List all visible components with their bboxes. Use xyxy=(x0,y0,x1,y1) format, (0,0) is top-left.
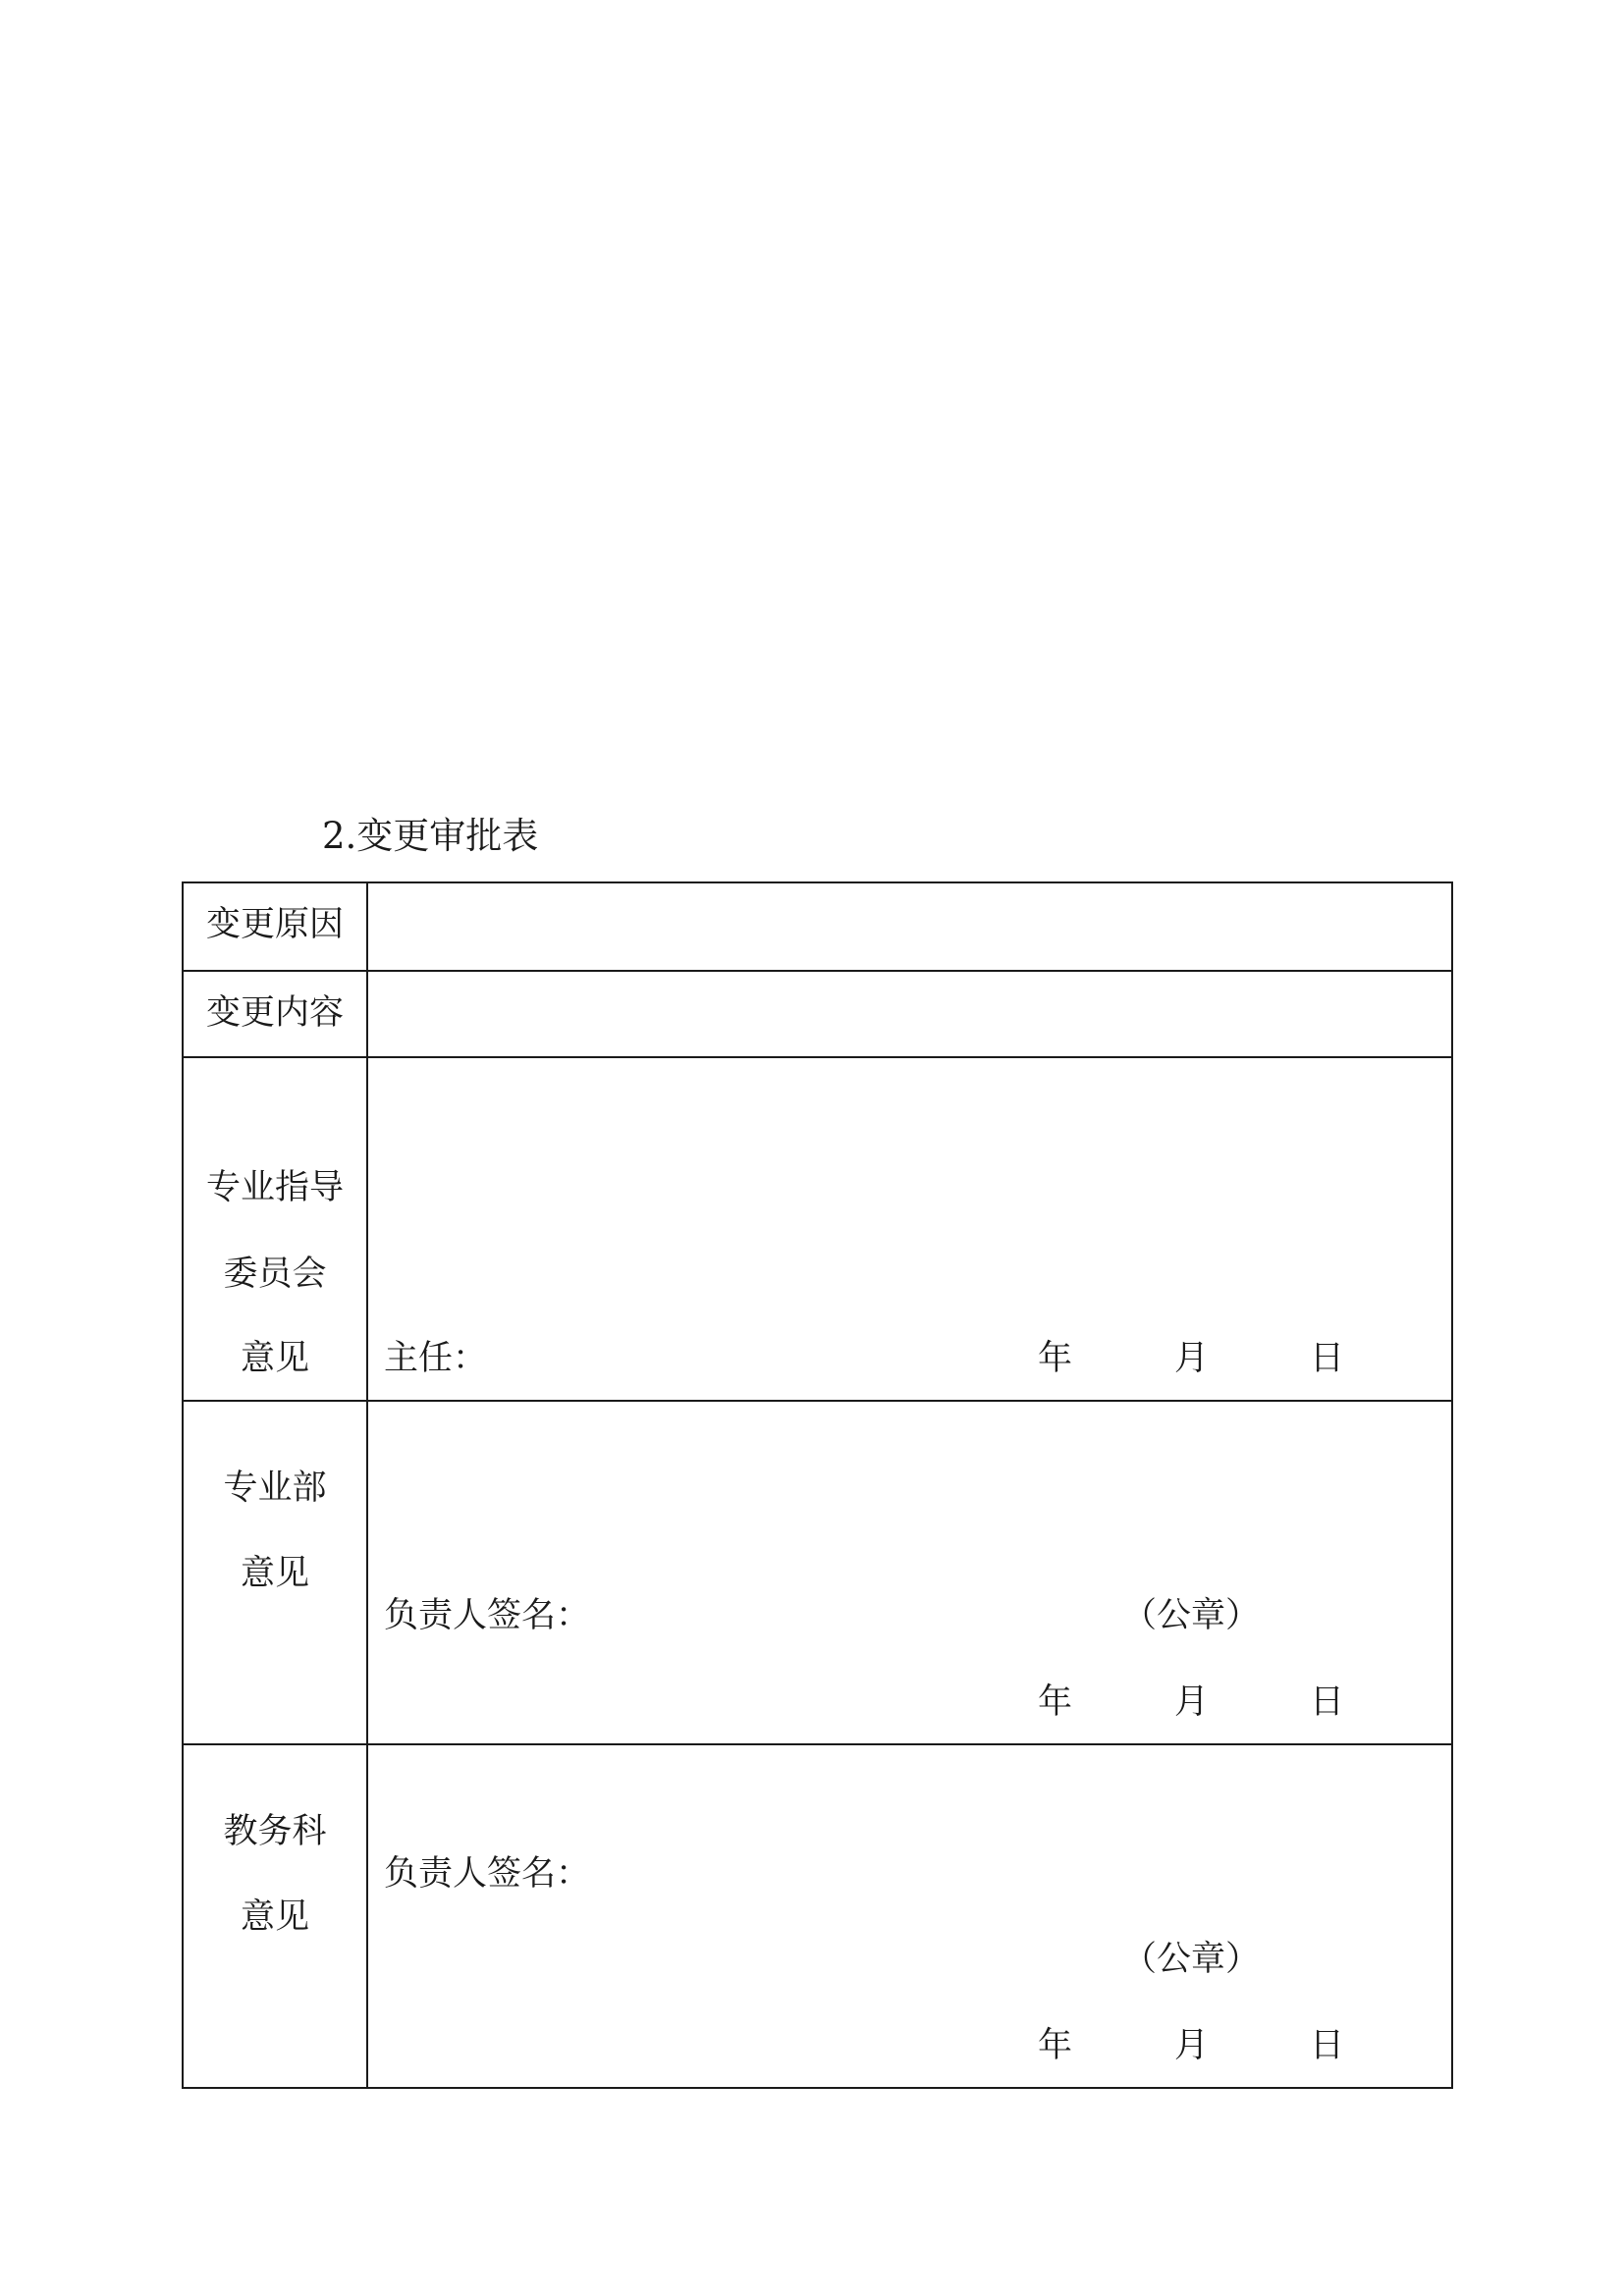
committee-label-line-2: 委员会 xyxy=(223,1255,327,1294)
day-label: 日 xyxy=(1310,1682,1345,1722)
row-department-opinion xyxy=(184,1400,1451,1743)
official-seal-label: （公章） xyxy=(1122,1940,1261,1979)
month-label: 月 xyxy=(1174,2026,1210,2065)
department-opinion-field[interactable] xyxy=(368,1402,1451,1743)
row-academic-affairs-opinion xyxy=(184,1743,1451,2087)
committee-label-line-1: 专业指导 xyxy=(205,1168,344,1207)
department-label-line-2: 意见 xyxy=(240,1554,309,1593)
month-label: 月 xyxy=(1174,1682,1210,1722)
change-reason-field[interactable] xyxy=(368,883,1451,970)
form-title: 2.变更审批表 xyxy=(322,815,539,857)
change-approval-table xyxy=(182,881,1453,2089)
signer-signature-label: 负责人签名： xyxy=(384,1854,591,1894)
signer-signature-label: 负责人签名： xyxy=(384,1596,591,1635)
label-cell-change-reason xyxy=(184,883,368,970)
academic-label-line-2: 意见 xyxy=(240,1897,309,1937)
row-committee-opinion xyxy=(184,1056,1451,1400)
label-cell-committee xyxy=(184,1058,368,1400)
change-reason-label: 变更原因 xyxy=(205,905,344,944)
label-cell-department xyxy=(184,1402,368,1743)
department-label-line-1: 专业部 xyxy=(223,1468,327,1508)
change-content-label: 变更内容 xyxy=(205,993,344,1033)
academic-affairs-opinion-field[interactable] xyxy=(368,1745,1451,2087)
day-label: 日 xyxy=(1310,1339,1345,1378)
month-label: 月 xyxy=(1174,1339,1210,1378)
day-label: 日 xyxy=(1310,2026,1345,2065)
director-signature-label: 主任： xyxy=(384,1339,488,1378)
label-cell-academic-affairs xyxy=(184,1745,368,2087)
row-change-reason xyxy=(184,883,1451,970)
row-change-content xyxy=(184,970,1451,1056)
year-label: 年 xyxy=(1038,1339,1073,1378)
change-content-field[interactable] xyxy=(368,972,1451,1056)
label-cell-change-content xyxy=(184,972,368,1056)
year-label: 年 xyxy=(1038,2026,1073,2065)
official-seal-label: （公章） xyxy=(1122,1596,1261,1635)
committee-opinion-field[interactable] xyxy=(368,1058,1451,1400)
academic-label-line-1: 教务科 xyxy=(223,1812,327,1851)
committee-label-line-3: 意见 xyxy=(240,1339,309,1378)
year-label: 年 xyxy=(1038,1682,1073,1722)
